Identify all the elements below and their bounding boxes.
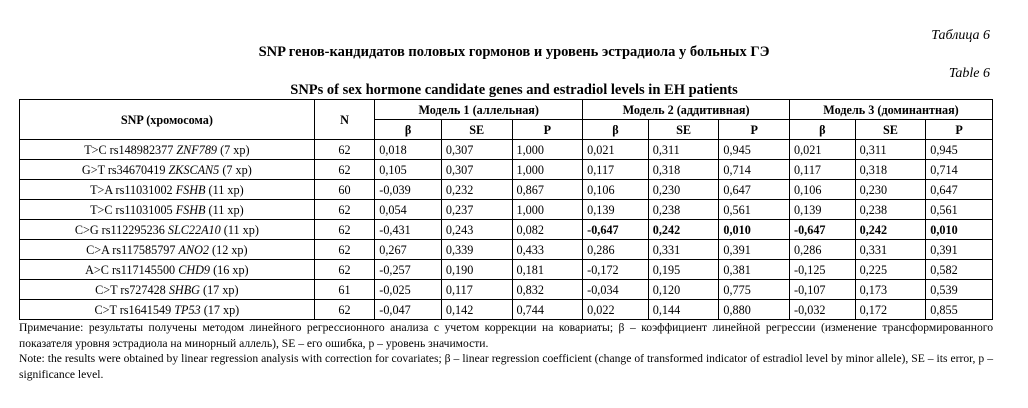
m1-se-cell: 0,117: [441, 280, 512, 300]
m1-se-cell: 0,190: [441, 260, 512, 280]
table-notes: [19, 320, 993, 382]
m1-beta-cell: -0,431: [375, 220, 442, 240]
m3-se-cell: 0,225: [855, 260, 926, 280]
snp-id: C>T rs727428: [95, 282, 169, 297]
m1-se-cell: 0,232: [441, 180, 512, 200]
m2-p-cell: 0,561: [719, 200, 790, 220]
m2-se-cell: 0,144: [648, 300, 719, 320]
header-se: SE: [441, 120, 512, 140]
m1-beta-cell: -0,257: [375, 260, 442, 280]
m2-se-cell: 0,242: [648, 220, 719, 240]
header-n: N: [314, 100, 375, 140]
m2-p-cell: 0,391: [719, 240, 790, 260]
m1-se-cell: 0,142: [441, 300, 512, 320]
header-model-2: Модель 2 (аддитивная): [583, 100, 790, 120]
m1-beta-cell: -0,047: [375, 300, 442, 320]
m1-beta-cell: 0,267: [375, 240, 442, 260]
m2-beta-cell: 0,286: [583, 240, 649, 260]
m2-se-cell: 0,331: [648, 240, 719, 260]
chromosome: (11 хр): [205, 202, 244, 217]
gene-name: ZKSCAN5: [168, 162, 220, 177]
n-cell: 62: [314, 240, 375, 260]
note-ru: Примечание: результаты получены методом линейного регрессионного анализа с учетом коррекции на ковариаты; β – коэффициент линейной регрессии (изменение трансформированного показателя уровня эстрадиола на минорный аллель), SE – его ошибка, p – уровень значимости.: [19, 321, 993, 350]
table-title-ru: SNP генов-кандидатов половых гормонов и уровень эстрадиола у больных ГЭ: [258, 44, 770, 60]
note-en: Note: the results were obtained by linear regression analysis with correction for covariates; β – linear regression coefficient (change of transformed indicator of estradiol level by minor allele), SE – its error, p – significance level.: [19, 352, 993, 381]
snp-id: T>A rs11031002: [90, 182, 176, 197]
m3-p-cell: 0,010: [926, 220, 993, 240]
m2-p-cell: 0,945: [719, 140, 790, 160]
m1-beta-cell: -0,025: [375, 280, 442, 300]
table-row: [20, 140, 993, 160]
m2-se-cell: 0,238: [648, 200, 719, 220]
m2-beta-cell: 0,022: [583, 300, 649, 320]
snp-cell: [20, 240, 315, 260]
header-row-models: [20, 100, 993, 120]
m2-p-cell: 0,880: [719, 300, 790, 320]
m1-se-cell: 0,243: [441, 220, 512, 240]
header-p: P: [512, 120, 583, 140]
table-row: [20, 300, 993, 320]
m2-beta-cell: 0,106: [583, 180, 649, 200]
m2-beta-cell: -0,647: [583, 220, 649, 240]
m3-beta-cell: 0,286: [790, 240, 856, 260]
m2-se-cell: 0,230: [648, 180, 719, 200]
header-model-3: Модель 3 (доминантная): [790, 100, 993, 120]
m3-p-cell: 0,855: [926, 300, 993, 320]
chromosome: (16 хр): [210, 262, 249, 277]
results-table: [19, 99, 993, 320]
m3-beta-cell: -0,032: [790, 300, 856, 320]
m2-beta-cell: -0,172: [583, 260, 649, 280]
snp-id: G>T rs34670419: [81, 162, 169, 177]
table-title-en: SNPs of sex hormone candidate genes and estradiol levels in EH patients: [290, 82, 738, 98]
m1-se-cell: 0,339: [441, 240, 512, 260]
header-se: SE: [855, 120, 926, 140]
table-row: [20, 180, 993, 200]
m1-beta-cell: 0,018: [375, 140, 442, 160]
m1-p-cell: 0,744: [512, 300, 583, 320]
m3-se-cell: 0,331: [855, 240, 926, 260]
snp-cell: [20, 160, 315, 180]
gene-name: ANO2: [178, 242, 209, 257]
m3-p-cell: 0,647: [926, 180, 993, 200]
table-caption-en: Table 6: [948, 66, 990, 81]
m1-se-cell: 0,307: [441, 140, 512, 160]
snp-cell: [20, 280, 315, 300]
snp-cell: [20, 220, 315, 240]
header-se: SE: [648, 120, 719, 140]
m1-p-cell: 1,000: [512, 160, 583, 180]
gene-name: FSHB: [175, 202, 206, 217]
gene-name: SLC22A10: [167, 222, 221, 237]
header-snp: SNP (хромосома): [20, 100, 315, 140]
snp-cell: [20, 200, 315, 220]
table-row: [20, 240, 993, 260]
m3-p-cell: 0,714: [926, 160, 993, 180]
n-cell: 62: [314, 160, 375, 180]
gene-name: CHD9: [178, 262, 211, 277]
m2-se-cell: 0,318: [648, 160, 719, 180]
gene-name: TP53: [174, 302, 201, 317]
m1-se-cell: 0,307: [441, 160, 512, 180]
m2-p-cell: 0,775: [719, 280, 790, 300]
m2-p-cell: 0,647: [719, 180, 790, 200]
m1-p-cell: 1,000: [512, 140, 583, 160]
n-cell: 62: [314, 300, 375, 320]
m3-se-cell: 0,242: [855, 220, 926, 240]
chromosome: (7 хр): [219, 162, 252, 177]
m3-se-cell: 0,318: [855, 160, 926, 180]
m2-beta-cell: 0,117: [583, 160, 649, 180]
table-body: [20, 140, 993, 320]
header-p: P: [926, 120, 993, 140]
m2-beta-cell: 0,021: [583, 140, 649, 160]
m3-se-cell: 0,173: [855, 280, 926, 300]
table-caption-ru: Таблица 6: [931, 28, 990, 43]
table-row: [20, 260, 993, 280]
snp-id: T>C rs11031005: [90, 202, 176, 217]
m2-beta-cell: 0,139: [583, 200, 649, 220]
m3-se-cell: 0,230: [855, 180, 926, 200]
snp-id: C>G rs112295236: [74, 222, 168, 237]
chromosome: (17 хр): [199, 282, 239, 297]
m3-beta-cell: 0,106: [790, 180, 856, 200]
chromosome: (12 хр): [209, 242, 248, 257]
m1-se-cell: 0,237: [441, 200, 512, 220]
m3-p-cell: 0,582: [926, 260, 993, 280]
header-beta: β: [583, 120, 649, 140]
n-cell: 62: [314, 140, 375, 160]
gene-name: FSHB: [175, 182, 206, 197]
m1-beta-cell: 0,054: [375, 200, 442, 220]
snp-cell: [20, 180, 315, 200]
m3-beta-cell: -0,125: [790, 260, 856, 280]
snp-id: T>C rs148982377: [84, 142, 177, 157]
m1-p-cell: 0,181: [512, 260, 583, 280]
m3-p-cell: 0,561: [926, 200, 993, 220]
m1-beta-cell: 0,105: [375, 160, 442, 180]
m3-beta-cell: -0,647: [790, 220, 856, 240]
m1-p-cell: 0,082: [512, 220, 583, 240]
m1-p-cell: 1,000: [512, 200, 583, 220]
m3-beta-cell: -0,107: [790, 280, 856, 300]
n-cell: 62: [314, 220, 375, 240]
table-row: [20, 160, 993, 180]
snp-id: A>C rs117145500: [85, 262, 179, 277]
m2-p-cell: 0,010: [719, 220, 790, 240]
m2-se-cell: 0,195: [648, 260, 719, 280]
snp-cell: [20, 260, 315, 280]
n-cell: 62: [314, 260, 375, 280]
n-cell: 60: [314, 180, 375, 200]
snp-id: C>A rs117585797: [86, 242, 179, 257]
m3-beta-cell: 0,117: [790, 160, 856, 180]
header-beta: β: [375, 120, 442, 140]
m2-se-cell: 0,311: [648, 140, 719, 160]
header-beta: β: [790, 120, 856, 140]
snp-id: C>T rs1641549: [94, 302, 175, 317]
table-row: [20, 220, 993, 240]
snp-cell: [20, 300, 315, 320]
chromosome: (7 хр): [217, 142, 250, 157]
header-model-1: Модель 1 (аллельная): [375, 100, 583, 120]
m3-se-cell: 0,172: [855, 300, 926, 320]
chromosome: (17 хр): [200, 302, 240, 317]
m1-p-cell: 0,433: [512, 240, 583, 260]
gene-name: ZNF789: [176, 142, 218, 157]
m3-p-cell: 0,391: [926, 240, 993, 260]
chromosome: (11 хр): [205, 182, 244, 197]
snp-cell: [20, 140, 315, 160]
header-p: P: [719, 120, 790, 140]
n-cell: 62: [314, 200, 375, 220]
gene-name: SHBG: [168, 282, 200, 297]
m1-p-cell: 0,867: [512, 180, 583, 200]
m2-se-cell: 0,120: [648, 280, 719, 300]
m3-se-cell: 0,238: [855, 200, 926, 220]
m3-p-cell: 0,945: [926, 140, 993, 160]
m1-p-cell: 0,832: [512, 280, 583, 300]
m2-p-cell: 0,381: [719, 260, 790, 280]
m2-p-cell: 0,714: [719, 160, 790, 180]
m3-p-cell: 0,539: [926, 280, 993, 300]
m2-beta-cell: -0,034: [583, 280, 649, 300]
n-cell: 61: [314, 280, 375, 300]
m3-beta-cell: 0,139: [790, 200, 856, 220]
m3-beta-cell: 0,021: [790, 140, 856, 160]
chromosome: (11 хр): [220, 222, 259, 237]
table-row: [20, 280, 993, 300]
m1-beta-cell: -0,039: [375, 180, 442, 200]
m3-se-cell: 0,311: [855, 140, 926, 160]
table-row: [20, 200, 993, 220]
